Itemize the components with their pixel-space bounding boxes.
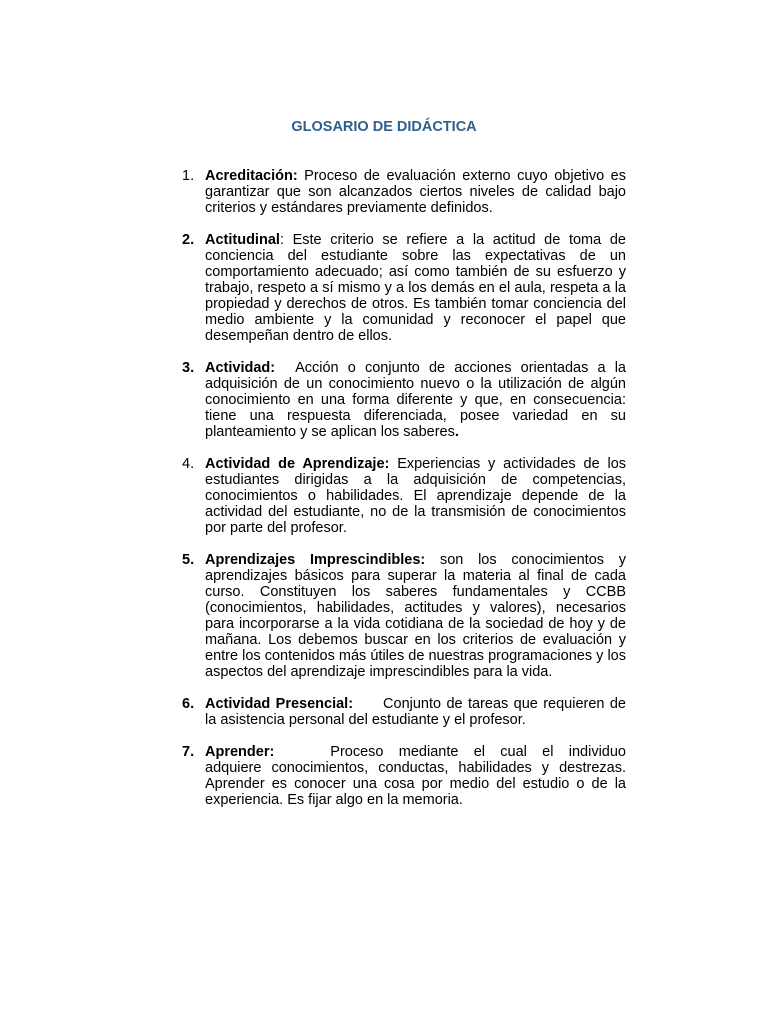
entry-definition: Proceso mediante el cual el individuo adquiere conocimientos, conductas, habilidades y destrezas. Aprender es conocer una cosa por medio del estudio o de la experiencia. Es fijar algo en la memoria. [205,744,626,808]
entry-term: Aprendizajes Imprescindibles: [205,552,426,568]
glossary-entry-acreditacion [180,168,626,216]
entry-term: Actividad Presencial: [205,696,354,712]
entry-number: 2. [182,232,195,248]
entry-term: Acreditación: [205,168,298,184]
entry-number: 7. [182,744,195,760]
glossary-entry-aprender [180,744,626,808]
glossary-entry-actividad-presencial [180,696,626,728]
glossary-entry-aprendizajes-imprescindibles [180,552,626,680]
entry-tail: . [454,424,459,440]
glossary-entry-actividad [180,360,626,440]
glossary-entry-actitudinal [180,232,626,344]
entry-definition: : Este criterio se refiere a la actitud de toma de conciencia del estudiante sobre las expectativas de un comportamiento adecuado; así como también de su esfuerzo y trabajo, respeto a sí mismo y a los demás en el aula, respeta a la propiedad y derechos de otros. Es también tomar conciencia del medio ambiente y la comunidad y reconocer el papel que desempeñan dentro de ellos. [205,232,626,344]
entry-definition: Experiencias y actividades de los estudiantes dirigidas a la adquisición de competencias, conocimientos o habilidades. El aprendizaje depende de la actividad del estudiante, no de la transmisión de conocimientos por parte del profesor. [205,456,627,536]
entry-definition: Conjunto de tareas que requieren de la asistencia personal del estudiante y el profesor. [205,696,627,728]
entry-number: 3. [182,360,195,376]
entry-term: Actividad: [205,360,276,376]
entry-number: 5. [182,552,195,568]
entry-number: 4. [182,456,195,472]
document-title: GLOSARIO DE DIDÁCTICA [291,119,477,135]
entry-term: Actitudinal [205,232,280,248]
glossary-list [180,168,626,824]
entry-definition: Proceso de evaluación externo cuyo objetivo es garantizar que son alcanzados ciertos niveles de calidad bajo criterios y estándares previamente definidos. [205,168,626,216]
glossary-entry-actividad-de-aprendizaje [180,456,626,536]
entry-definition: son los conocimientos y aprendizajes básicos para superar la materia al final de cada curso. Constituyen los saberes fundamentales y CCBB (conocimientos, habilidades, actitudes y valores), necesarios para incorporarse a la vida cotidiana de la sociedad de hoy y de mañana. Los debemos buscar en los criterios de evaluación y entre los contenidos más útiles de nuestras programaciones y los aspectos del aprendizaje imprescindibles para la vida. [205,552,626,680]
entry-term: Aprender: [205,744,275,760]
entry-definition: Acción o conjunto de acciones orientadas a la adquisición de un conocimiento nuevo o la utilización de algún conocimiento en una forma diferente y que, en consecuencia: tiene una respuesta diferenciada, posee variedad en su planteamiento y se aplican los saberes [205,360,626,440]
entry-term: Actividad de Aprendizaje: [205,456,390,472]
entry-number: 1. [182,168,195,184]
entry-number: 6. [182,696,195,712]
